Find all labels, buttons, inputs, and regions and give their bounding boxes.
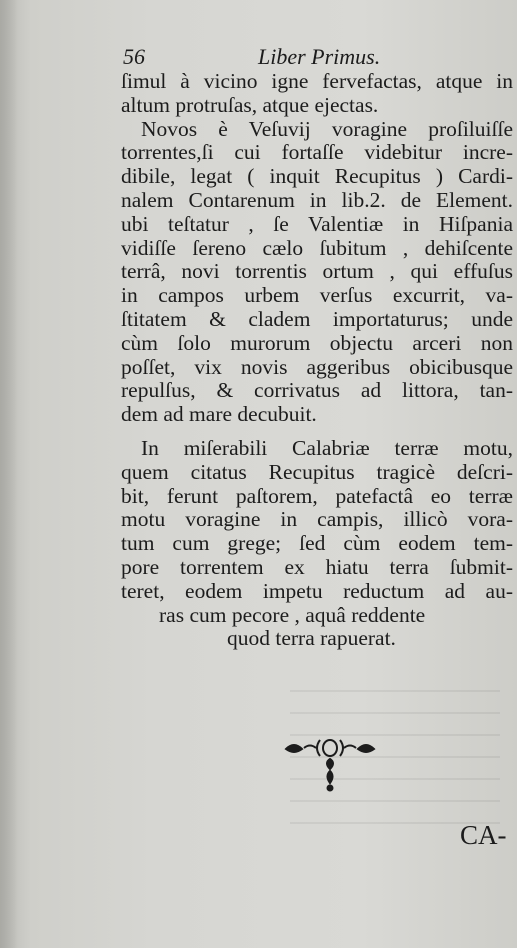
text-line: motu voragine in campis, illicò vora- bbox=[121, 507, 513, 532]
text-line: terrâ, novi torrentis ortum , qui effuſus bbox=[121, 259, 513, 284]
page-gutter-shadow bbox=[0, 0, 18, 948]
text-line: ſimul à vicino igne fervefactas, atque in bbox=[121, 69, 513, 93]
text-line: cùm ſolo murorum objectu arceri non bbox=[121, 330, 513, 355]
text-line: In miſerabili Calabriæ terræ motu, bbox=[141, 435, 513, 460]
text-line: ubi teſtatur , ſe Valentiæ in Hiſpania bbox=[121, 211, 513, 236]
text-line: nalem Contarenum in lib.2. de Element. bbox=[121, 187, 513, 212]
text-line: ſtitatem & cladem importaturus; unde bbox=[121, 306, 513, 331]
page-number: 56 bbox=[123, 44, 145, 69]
text-line: altum protruſas, atque ejectas. bbox=[121, 92, 379, 117]
text-line: dem ad mare decubuit. bbox=[121, 402, 317, 427]
text-line: quem citatus Recupitus tragicè deſcri- bbox=[121, 459, 513, 484]
text-line: ras cum pecore , aquâ reddente bbox=[159, 602, 426, 627]
text-line: tum cum grege; ſed cùm eodem tem- bbox=[121, 531, 513, 556]
text-line: dibile, legat ( inquit Recupitus ) Cardi- bbox=[121, 164, 513, 189]
catchword: CA- bbox=[460, 820, 507, 850]
text-line: poſſet, vix novis aggeribus obicibusque bbox=[121, 354, 513, 379]
text-line: pore torrentem ex hiatu terra ſubmit- bbox=[121, 554, 513, 579]
text-line: in campos urbem verſus excurrit, va- bbox=[121, 283, 513, 308]
printers-ornament-icon bbox=[280, 735, 380, 795]
text-line: quod terra rapuerat. bbox=[227, 626, 396, 651]
text-line: teret, eodem impetu reductum ad au- bbox=[121, 578, 513, 603]
text-line: Novos è Veſuvij voragine proſiluiſſe bbox=[141, 116, 513, 141]
text-line: vidiſſe ſereno cælo ſubitum , dehiſcente bbox=[121, 235, 513, 260]
text-line: repulſus, & corrivatus ad littora, tan- bbox=[121, 378, 513, 403]
text-line: bit, ferunt paſtorem, patefactâ eo terræ bbox=[121, 483, 513, 508]
text-line: torrentes,ſi cui fortaſſe videbitur incre- bbox=[121, 140, 513, 165]
body-text bbox=[121, 70, 513, 651]
running-head: Liber Primus. bbox=[258, 44, 381, 69]
